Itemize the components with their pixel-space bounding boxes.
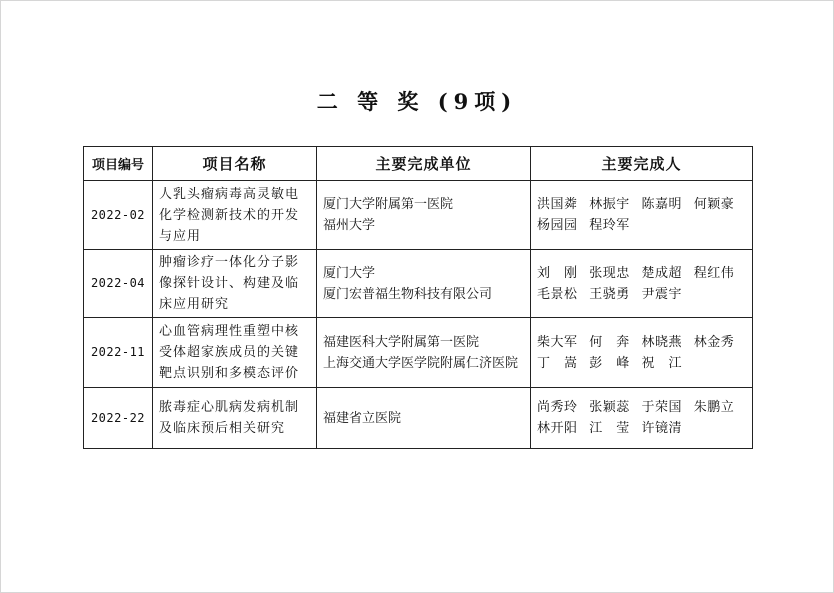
person-name: 陈嘉明 (641, 197, 683, 212)
table-row (84, 181, 753, 250)
person-name: 张颖蕊 (589, 400, 630, 415)
project-name: 脓毒症心肌病发病机制及临床预后相关研究 (153, 388, 317, 449)
person-name: 柴大军 (537, 334, 578, 350)
unit-name: 福建医科大学附属第一医院 (323, 334, 480, 350)
person-name: 楚成超 (641, 265, 683, 281)
project-code: 2022-02 (84, 181, 153, 250)
person-list (531, 318, 753, 388)
person-name: 程玲军 (589, 218, 630, 233)
header-project-name: 项目名称 (153, 147, 317, 181)
header-main-units: 主要完成单位 (317, 147, 531, 181)
project-code: 2022-22 (84, 388, 153, 449)
table-row (84, 388, 753, 449)
unit-name: 上海交通大学医学院附属仁济医院 (323, 355, 519, 371)
unit-name: 福州大学 (323, 218, 376, 233)
person-list (531, 388, 753, 449)
person-name: 林振宇 (589, 197, 630, 212)
project-code: 2022-04 (84, 250, 153, 318)
person-name: 尹震宇 (641, 286, 683, 302)
person-name: 杨园园 (537, 218, 578, 233)
person-name: 许镜清 (641, 421, 683, 436)
person-name: 程红伟 (693, 265, 735, 281)
award-table (83, 146, 753, 449)
table-row (84, 250, 753, 318)
person-name: 林金秀 (693, 334, 735, 350)
person-name: 林开阳 (537, 421, 578, 436)
unit-list (317, 181, 531, 250)
person-name: 彭 峰 (589, 355, 630, 371)
project-name: 心血管病理性重塑中核受体超家族成员的关键靶点识别和多模态评价 (153, 318, 317, 388)
person-name: 尚秀玲 (537, 400, 578, 415)
person-name: 洪国粦 (537, 197, 578, 212)
project-name: 人乳头瘤病毒高灵敏电化学检测新技术的开发与应用 (153, 181, 317, 250)
person-name: 何颖豪 (693, 197, 735, 212)
unit-name: 福建省立医院 (323, 410, 402, 426)
unit-name: 厦门大学附属第一医院 (323, 197, 454, 212)
table-row (84, 318, 753, 388)
person-name: 刘 刚 (537, 265, 578, 281)
unit-name: 厦门宏普福生物科技有限公司 (323, 286, 493, 302)
page-title: 二 等 奖 (9项) (316, 89, 518, 114)
person-name: 丁 嵩 (537, 355, 578, 371)
project-code: 2022-11 (84, 318, 153, 388)
unit-name: 厦门大学 (323, 265, 376, 281)
person-name: 朱鹏立 (693, 400, 735, 415)
person-name: 何 奔 (589, 334, 630, 350)
person-name: 毛景松 (537, 286, 578, 302)
person-name: 于荣国 (641, 400, 683, 415)
person-name: 江 莹 (589, 421, 630, 436)
person-name: 祝 江 (641, 355, 683, 371)
person-list (531, 250, 753, 318)
person-list (531, 181, 753, 250)
person-name: 王骁勇 (589, 286, 630, 302)
person-name: 张现忠 (589, 265, 630, 281)
table-header-row (84, 147, 753, 181)
header-main-persons: 主要完成人 (531, 147, 753, 181)
unit-list (317, 388, 531, 449)
project-name: 肿瘤诊疗一体化分子影像探针设计、构建及临床应用研究 (153, 250, 317, 318)
person-name: 林晓燕 (641, 334, 683, 350)
unit-list (317, 250, 531, 318)
unit-list (317, 318, 531, 388)
header-project-code: 项目编号 (84, 147, 153, 181)
